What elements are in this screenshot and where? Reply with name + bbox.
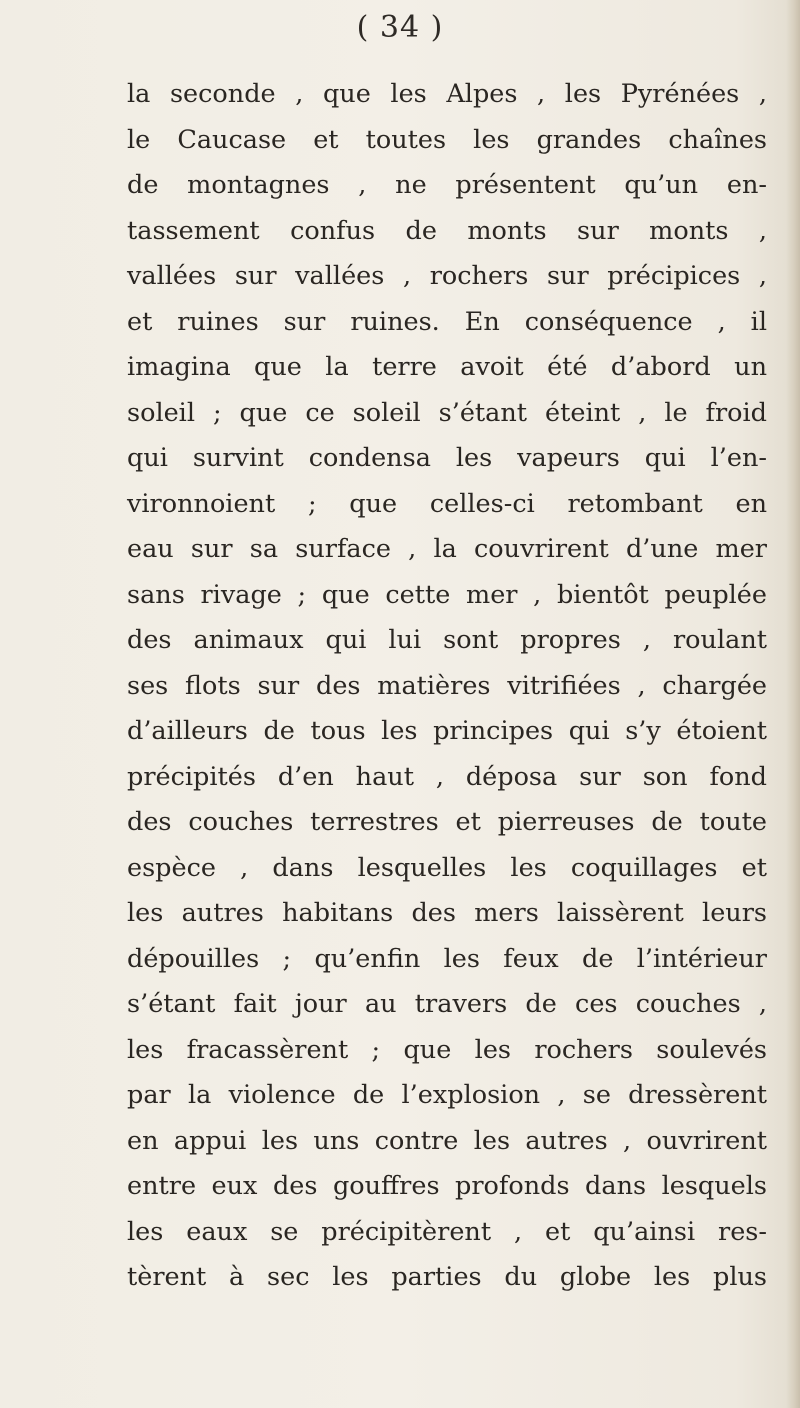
text-line: imagina que la terre avoit été d’abord un: [127, 352, 767, 382]
text-line: tèrent à sec les parties du globe les plus: [127, 1262, 767, 1292]
text-line: la seconde , que les Alpes , les Pyrénées ,: [127, 79, 767, 109]
text-line: soleil ; que ce soleil s’étant éteint , le froid: [127, 397, 767, 428]
text-line: tassement confus de monts sur monts ,: [127, 215, 767, 246]
text-line: eau sur sa surface , la couvrirent d’une mer: [127, 534, 767, 564]
text-line: vironnoient ; que celles-ci retombant en: [127, 488, 767, 519]
body-text: [127, 72, 767, 1301]
text-line: vallées sur vallées , rochers sur précipices ,: [127, 261, 767, 291]
text-line: les eaux se précipitèrent , et qu’ainsi res-: [127, 1216, 767, 1247]
text-line: s’étant fait jour au travers de ces couches ,: [127, 989, 767, 1019]
text-line: et ruines sur ruines. En conséquence , il: [127, 306, 767, 337]
text-line: de montagnes , ne présentent qu’un en-: [127, 170, 767, 200]
text-line: espèce , dans lesquelles les coquillages et: [127, 852, 767, 883]
text-line: entre eux des gouffres profonds dans lesquels: [127, 1171, 767, 1201]
page-edge-shadow: [786, 0, 800, 1408]
text-line: dépouilles ; qu’enfin les feux de l’intérieur: [127, 943, 767, 974]
text-line: en appui les uns contre les autres , ouvrirent: [127, 1125, 767, 1156]
text-line: par la violence de l’explosion , se dressèrent: [127, 1080, 767, 1110]
text-line: d’ailleurs de tous les principes qui s’y étoient: [127, 716, 767, 746]
text-line: le Caucase et toutes les grandes chaînes: [127, 124, 767, 155]
text-line: des couches terrestres et pierreuses de toute: [127, 807, 767, 837]
page-number: ( 34 ): [356, 10, 444, 45]
text-line: ses flots sur des matières vitrifiées , chargée: [127, 670, 767, 701]
text-line: des animaux qui lui sont propres , roulant: [127, 625, 767, 655]
text-line: les fracassèrent ; que les rochers soulevés: [127, 1034, 767, 1065]
text-line: les autres habitans des mers laissèrent leurs: [127, 898, 767, 928]
text-line: sans rivage ; que cette mer , bientôt peuplée: [127, 579, 767, 610]
text-line: qui survint condensa les vapeurs qui l’en-: [127, 443, 767, 473]
text-line: précipités d’en haut , déposa sur son fond: [127, 761, 767, 792]
